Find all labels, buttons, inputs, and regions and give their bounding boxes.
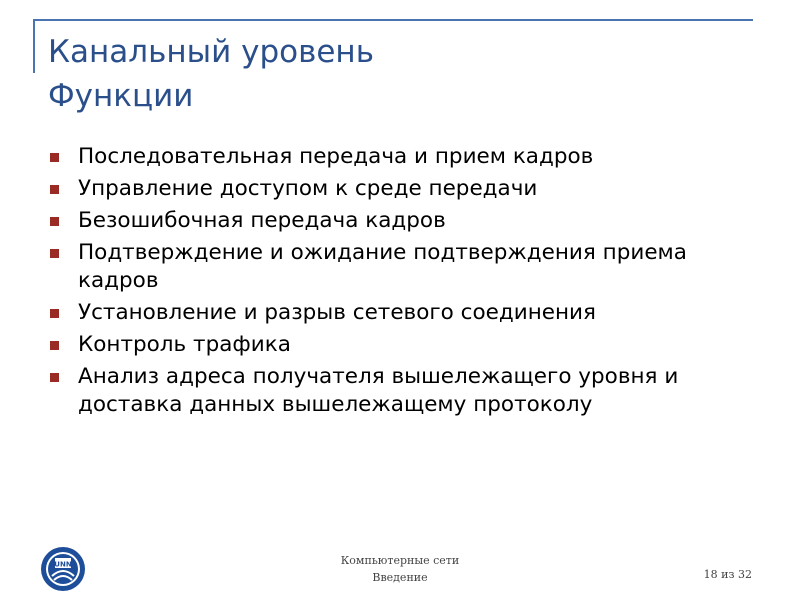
title-line-2: Функции (48, 78, 194, 114)
title-line-1: Канальный уровень (48, 34, 374, 70)
top-rule (35, 19, 753, 21)
square-bullet-icon (50, 185, 59, 194)
square-bullet-icon (50, 373, 59, 382)
square-bullet-icon (50, 153, 59, 162)
square-bullet-icon (50, 309, 59, 318)
bullet-item: Безошибочная передача кадров (48, 207, 748, 235)
square-bullet-icon (50, 249, 59, 258)
bullet-list (48, 143, 748, 423)
side-rule (33, 19, 35, 73)
footer-course: Компьютерные сети (340, 554, 460, 567)
square-bullet-icon (50, 341, 59, 350)
slide-title (48, 30, 374, 118)
bullet-item: Анализ адреса получателя вышележащего уровня и доставка данных вышележащему протоколу (48, 363, 748, 419)
bullet-item: Контроль трафика (48, 331, 748, 359)
bullet-item: Последовательная передача и прием кадров (48, 143, 748, 171)
bullet-item: Подтверждение и ожидание подтверждения приема кадров (48, 239, 748, 295)
page-number: 18 из 32 (703, 568, 752, 581)
bullet-item: Установление и разрыв сетевого соединения (48, 299, 748, 327)
footer-section: Введение (372, 571, 428, 584)
svg-text:UNN: UNN (54, 560, 72, 569)
unn-logo-icon (40, 546, 86, 592)
bullet-item: Управление доступом к среде передачи (48, 175, 748, 203)
footer-course-info (300, 552, 500, 586)
square-bullet-icon (50, 217, 59, 226)
